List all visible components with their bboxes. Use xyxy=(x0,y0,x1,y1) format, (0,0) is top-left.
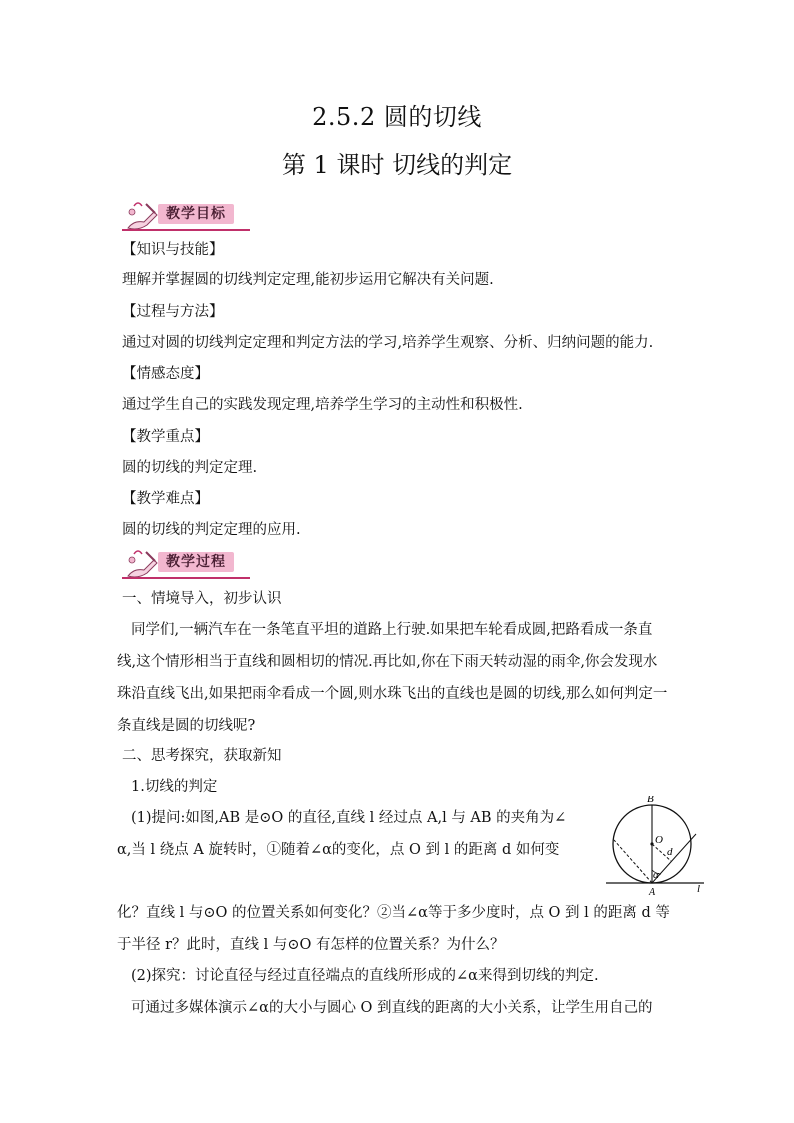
heading-tangent-test: 1.切线的判定 xyxy=(131,779,218,795)
label-alpha: α xyxy=(653,869,659,881)
label-b: B xyxy=(647,796,654,805)
heading-explore: 二、思考探究，获取新知 xyxy=(122,748,282,764)
intro-line-4: 条直线是圆的切线呢? xyxy=(117,718,256,734)
dashed-line-left xyxy=(614,840,652,883)
section-underline xyxy=(122,577,250,579)
label-a: A xyxy=(649,887,656,898)
intro-line-1: 同学们,一辆汽车在一条笔直平坦的道路上行驶.如果把车轮看成圆,把路看成一条直 xyxy=(131,622,653,638)
section-label-goals: 教学目标 xyxy=(158,204,234,224)
question-1-line-1: (1)提问:如图,AB 是⊙O 的直径,直线 l 经过点 A,l 与 AB 的夹角为∠ xyxy=(131,810,567,826)
heading-difficulty: 【教学难点】 xyxy=(122,491,209,507)
heading-emotion: 【情感态度】 xyxy=(122,366,209,382)
intro-line-3: 珠沿直线飞出,如果把雨伞看成一个圆,则水珠飞出的直线也是圆的切线,那么如何判定一 xyxy=(117,686,668,702)
question-1-line-2: α,当 l 绕点 A 旋转时，①随着∠α的变化，点 O 到 l 的距离 d 如何变 xyxy=(117,842,560,858)
text-emotion: 通过学生自己的实践发现定理,培养学生学习的主动性和积极性. xyxy=(122,397,523,413)
tangent-circle-figure xyxy=(600,796,708,906)
label-o: O xyxy=(655,834,663,846)
intro-line-2: 线,这个情形相当于直线和圆相切的情况.再比如,你在下雨天转动湿的雨伞,你会发现水 xyxy=(117,654,658,670)
writing-hand-icon xyxy=(124,546,160,580)
heading-method: 【过程与方法】 xyxy=(122,304,224,320)
question-3: 可通过多媒体演示∠α的大小与圆心 O 到直线的距离的大小关系，让学生用自己的 xyxy=(131,1000,653,1016)
page-title: 2.5.2 圆的切线 xyxy=(312,103,482,131)
heading-knowledge: 【知识与技能】 xyxy=(122,242,224,258)
label-d: d xyxy=(667,846,673,858)
label-l: l xyxy=(697,883,701,895)
text-key-point: 圆的切线的判定定理. xyxy=(122,460,258,476)
text-knowledge: 理解并掌握圆的切线判定定理,能初步运用它解决有关问题. xyxy=(122,272,494,288)
section-label-process: 教学过程 xyxy=(158,552,234,572)
question-2: (2)探究：讨论直径与经过直径端点的直线所形成的∠α来得到切线的判定. xyxy=(131,968,599,984)
text-difficulty: 圆的切线的判定定理的应用. xyxy=(122,522,301,538)
writing-hand-icon xyxy=(124,198,160,232)
section-banner-process xyxy=(122,546,250,582)
heading-situation-intro: 一、情境导入，初步认识 xyxy=(122,591,282,607)
page-subtitle: 第 1 课时 切线的判定 xyxy=(281,151,513,179)
heading-key-point: 【教学重点】 xyxy=(122,429,209,445)
question-1-line-3: 化？直线 l 与⊙O 的位置关系如何变化？②当∠α等于多少度时，点 O 到 l 的距离 d 等 xyxy=(117,905,670,921)
section-underline xyxy=(122,229,250,231)
question-1-line-4: 于半径 r？此时，直线 l 与⊙O 有怎样的位置关系？为什么？ xyxy=(117,937,505,953)
center-point xyxy=(650,842,653,845)
text-method: 通过对圆的切线判定定理和判定方法的学习,培养学生观察、分析、归纳问题的能力. xyxy=(122,335,654,351)
section-banner-goals xyxy=(122,198,250,234)
